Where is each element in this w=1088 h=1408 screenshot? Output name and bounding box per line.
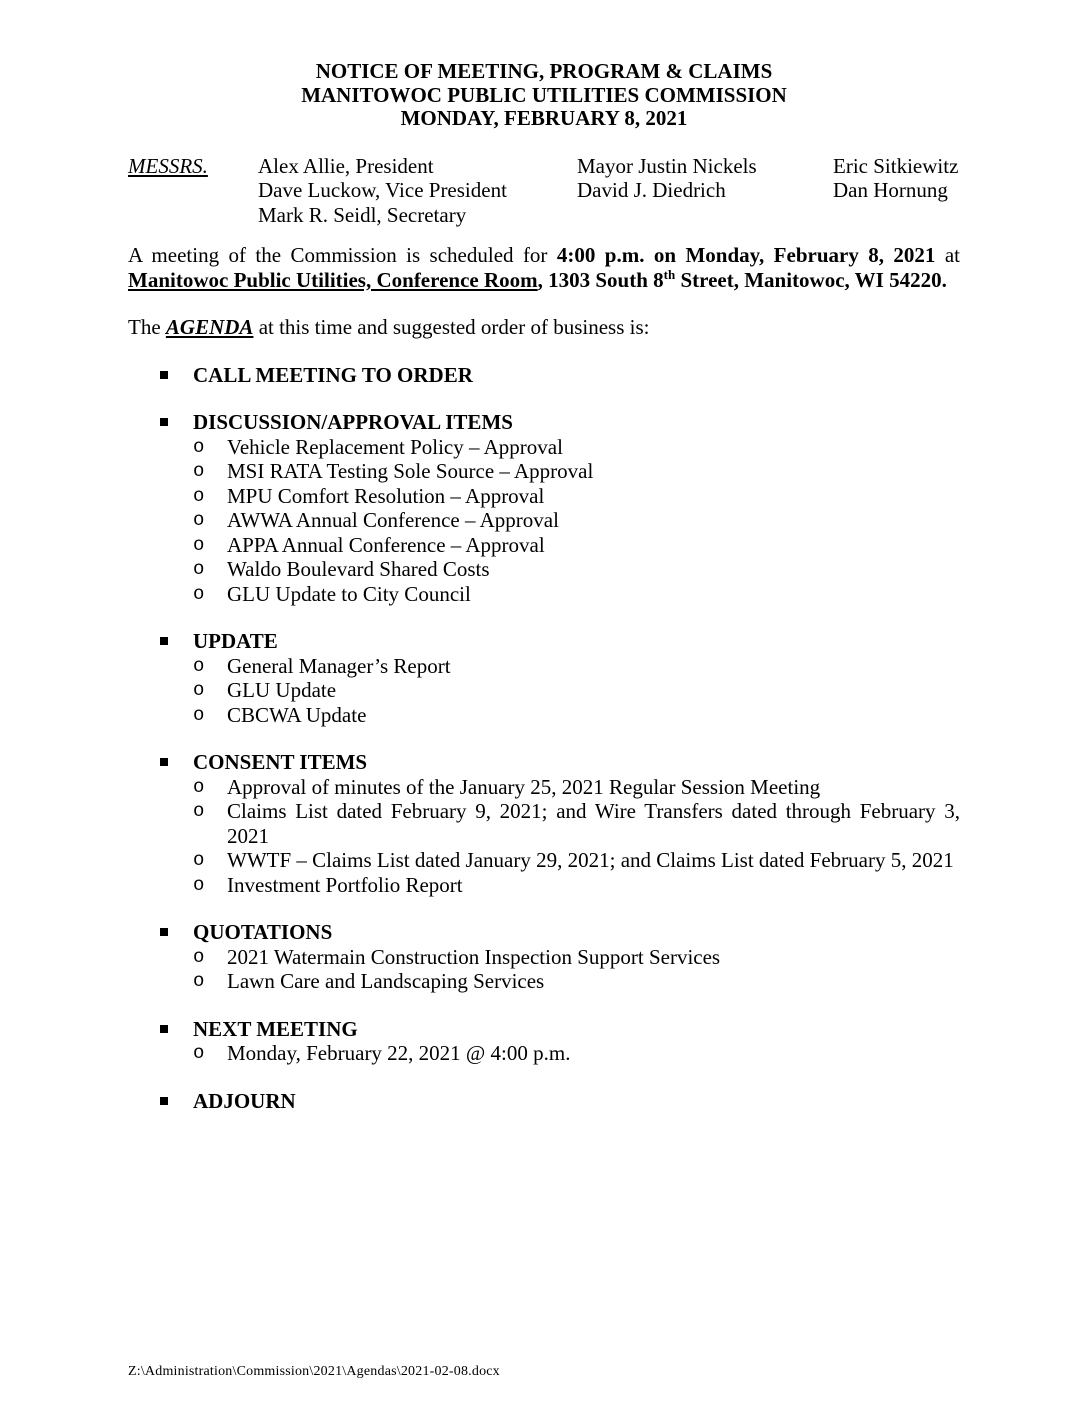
agenda-item-text: Investment Portfolio Report [227,872,463,897]
agenda-section [128,1017,960,1066]
text-segment: at [935,243,961,267]
commissioner-name: David J. Diedrich [577,178,726,202]
agenda-intro-line [128,315,960,340]
title-line-3: MONDAY, FEBRUARY 8, 2021 [400,106,688,130]
item-line: 2021 [227,823,269,848]
text-segment: The [128,315,166,339]
square-bullet-icon [160,371,168,379]
paragraph-line [128,268,960,293]
agenda-item [128,873,960,898]
commissioner-name: Dave Luckow, Vice President [258,178,507,202]
agenda-sections [128,363,960,1114]
agenda-item-text: 2021 Watermain Construction Inspection Support Services [227,944,721,969]
item-bullet-marker: o [193,970,205,992]
agenda-item-text: APPA Annual Conference – Approval [227,532,545,557]
agenda-item [128,557,960,582]
commissioner-name: Dan Hornung [833,178,948,202]
commissioners-block [128,154,960,228]
section-heading-row [128,410,960,435]
agenda-item [128,799,960,848]
agenda-item-text: GLU Update to City Council [227,581,471,606]
section-heading: CALL MEETING TO ORDER [193,362,473,387]
agenda-section [128,750,960,897]
agenda-item-text [227,799,960,848]
section-heading-row [128,920,960,945]
agenda-item-text: WWTF – Claims List dated January 29, 2021; and Claims List dated February 5, 2021 [227,848,954,872]
title-line-2: MANITOWOC PUBLIC UTILITIES COMMISSION [301,82,787,107]
section-heading: NEXT MEETING [193,1016,358,1041]
section-heading-row [128,1017,960,1042]
commissioner-name: Mark R. Seidl, Secretary [258,202,467,227]
agenda-item-text: Monday, February 22, 2021 @ 4:00 p.m. [227,1041,571,1065]
section-heading: QUOTATIONS [193,920,333,944]
agenda-section [128,629,960,727]
item-bullet-marker: o [193,945,205,968]
item-bullet-marker: o [193,1042,205,1064]
agenda-item-text: CBCWA Update [227,702,367,727]
commissioner-name: Eric Sitkiewitz [833,153,959,178]
item-bullet-marker: o [193,654,205,677]
square-bullet-icon [160,1097,168,1105]
section-heading: CONSENT ITEMS [193,750,368,774]
agenda-item [128,848,960,873]
item-bullet-marker: o [193,509,205,531]
agenda-item [128,435,960,460]
footer-file-path: Z:\Administration\Commission\2021\Agendas\2021-02-08.docx [128,1364,500,1379]
square-bullet-icon [160,928,168,936]
agenda-item-text: Approval of minutes of the January 25, 2021 Regular Session Meeting [227,774,821,799]
agenda-item [128,484,960,509]
agenda-item [128,678,960,703]
title-line-1: NOTICE OF MEETING, PROGRAM & CLAIMS [315,59,773,83]
text-segment: th [663,266,676,282]
square-bullet-icon [160,418,168,426]
agenda-item [128,703,960,728]
text-segment: A meeting of the Commission is scheduled for [128,243,557,267]
square-bullet-icon [160,1025,168,1033]
item-bullet-marker: o [193,775,205,798]
text-segment: AGENDA [165,315,254,339]
text-segment: at this time and suggested order of business is: [253,315,650,339]
paragraph-line [128,243,960,268]
section-heading-row [128,1089,960,1114]
agenda-item-text: MSI RATA Testing Sole Source – Approval [227,459,594,483]
section-heading: UPDATE [193,629,278,653]
square-bullet-icon [160,637,168,645]
section-heading-row [128,363,960,388]
item-bullet-marker: o [193,703,205,726]
item-bullet-marker: o [193,435,205,458]
agenda-item-text: MPU Comfort Resolution – Approval [227,483,545,508]
item-bullet-marker: o [193,679,205,701]
agenda-item [128,945,960,970]
item-bullet-marker: o [193,484,205,507]
agenda-section [128,920,960,994]
agenda-item [128,1041,960,1066]
commissioner-name: Alex Allie, President [258,153,434,178]
commissioners-column-1 [258,154,577,228]
section-heading: DISCUSSION/APPROVAL ITEMS [193,410,513,434]
agenda-item-text: AWWA Annual Conference – Approval [227,508,559,532]
commissioner-name: Mayor Justin Nickels [577,153,757,178]
agenda-item [128,654,960,679]
commissioners-column-2 [577,154,833,228]
agenda-item-text: Lawn Care and Landscaping Services [227,969,545,993]
item-bullet-marker: o [193,558,205,580]
item-line: Claims List dated February 9, 2021; and Wire Transfers dated through February 3, [227,799,960,823]
meeting-intro-paragraph [128,243,960,292]
agenda-item [128,508,960,533]
section-heading-row [128,750,960,775]
agenda-item-text: Vehicle Replacement Policy – Approval [227,434,563,459]
item-bullet-marker: o [193,873,205,896]
agenda-section [128,363,960,388]
agenda-item [128,582,960,607]
item-bullet-marker: o [193,533,205,556]
agenda-item-text: GLU Update [227,678,337,702]
messrs-label: MESSRS. [128,153,208,178]
agenda-item [128,533,960,558]
agenda-item-text: General Manager’s Report [227,653,451,678]
agenda-item [128,459,960,484]
item-bullet-marker: o [193,460,205,482]
commissioners-column-3 [833,154,960,228]
agenda-item [128,969,960,994]
section-heading: ADJOURN [193,1088,296,1113]
text-segment: , 1303 South 8 [537,267,664,292]
section-heading-row [128,629,960,654]
agenda-item [128,775,960,800]
agenda-section [128,410,960,606]
document-title [128,60,960,131]
item-bullet-marker: o [193,582,205,605]
item-bullet-marker: o [193,800,205,822]
text-segment: Street, Manitowoc, WI 54220. [675,267,947,292]
agenda-item-text: Waldo Boulevard Shared Costs [227,557,490,581]
text-segment: Manitowoc Public Utilities, Conference Room [128,267,538,292]
item-bullet-marker: o [193,849,205,871]
square-bullet-icon [160,758,168,766]
agenda-section [128,1089,960,1114]
text-segment: 4:00 p.m. on Monday, February 8, 2021 [556,243,936,267]
